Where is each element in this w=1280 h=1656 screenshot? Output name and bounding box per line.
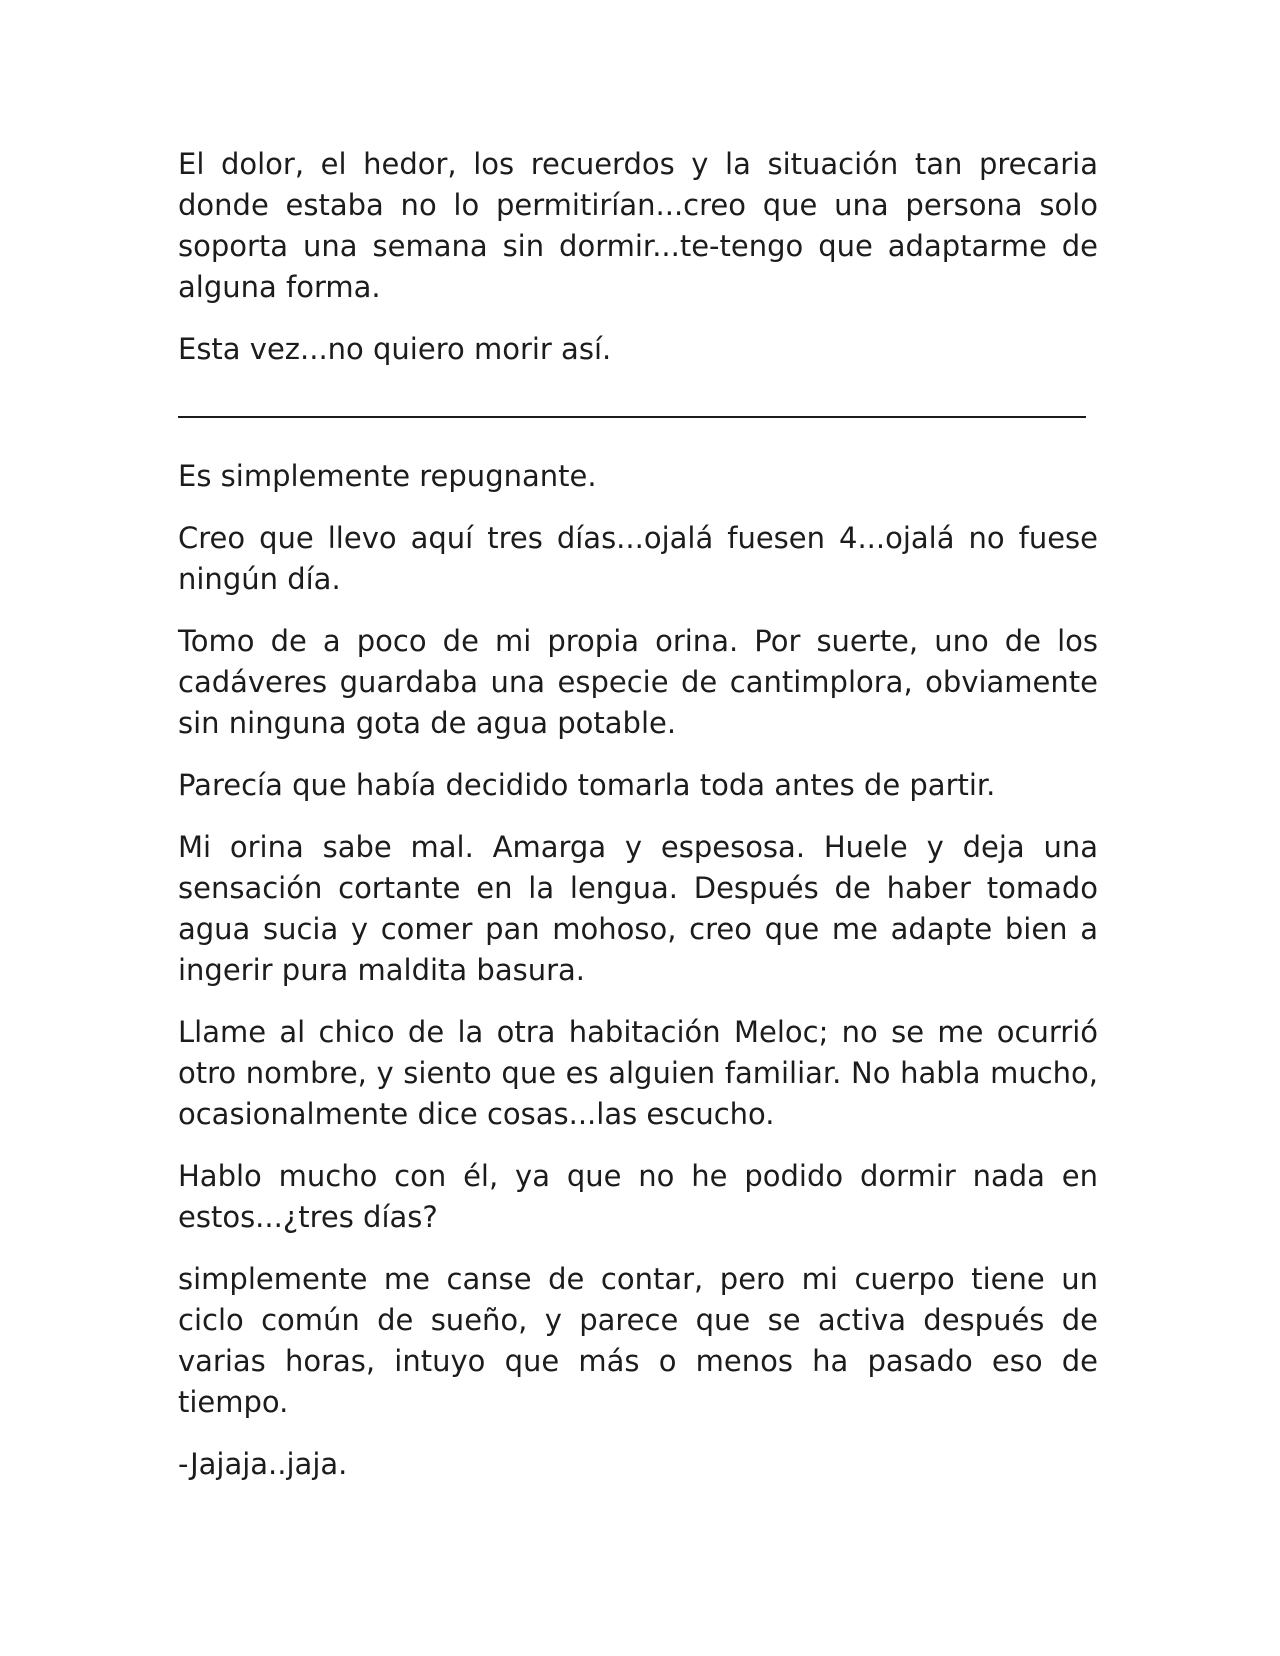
paragraph-10: simplemente me canse de contar, pero mi cuerpo tiene un ciclo común de sueño, y parece que se activa después de varias horas, intuyo que más o menos ha pasado eso de tiempo. xyxy=(178,1262,1098,1419)
paragraph-3: Es simplemente repugnante. xyxy=(178,459,597,493)
paragraph-11: -Jajaja..jaja. xyxy=(178,1447,348,1481)
paragraph-2: Esta vez...no quiero morir así. xyxy=(178,332,612,366)
paragraph-7: Mi orina sabe mal. Amarga y espesosa. Huele y deja una sensación cortante en la lengua. Después de haber tomado agua sucia y comer pan mohoso, creo que me adapte bien a ingerir pura maldita basura. xyxy=(178,830,1098,987)
paragraph-5: Tomo de a poco de mi propia orina. Por suerte, uno de los cadáveres guardaba una especie de cantimplora, obviamente sin ninguna gota de agua potable. xyxy=(178,624,1098,740)
paragraph-8: Llame al chico de la otra habitación Meloc; no se me ocurrió otro nombre, y siento que es alguien familiar. No habla mucho, ocasionalmente dice cosas...las escucho. xyxy=(178,1015,1098,1131)
section-separator xyxy=(178,416,1086,418)
paragraph-6: Parecía que había decidido tomarla toda antes de partir. xyxy=(178,768,996,802)
paragraph-9: Hablo mucho con él, ya que no he podido dormir nada en estos...¿tres días? xyxy=(178,1159,1098,1234)
paragraph-1: El dolor, el hedor, los recuerdos y la situación tan precaria donde estaba no lo permitirían...creo que una persona solo soporta una semana sin dormir...te-tengo que adaptarme de alguna forma. xyxy=(178,147,1098,304)
document-page xyxy=(178,144,1098,1506)
paragraph-4: Creo que llevo aquí tres días...ojalá fuesen 4...ojalá no fuese ningún día. xyxy=(178,521,1098,596)
